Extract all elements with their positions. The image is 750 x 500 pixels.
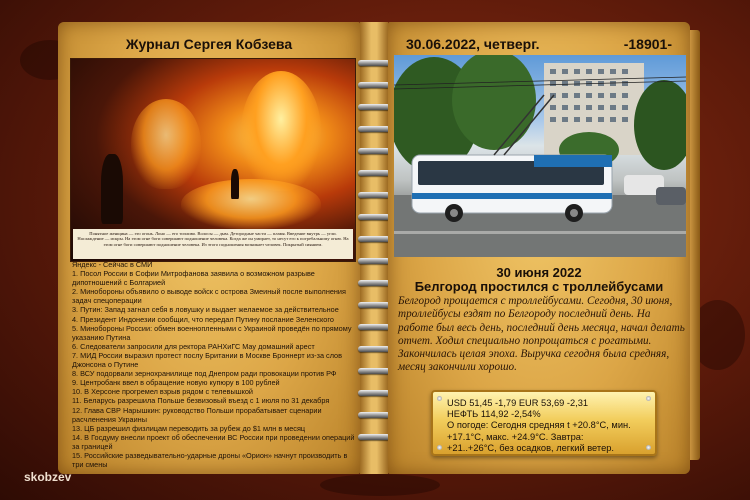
binder-ring (358, 104, 390, 110)
entry-body: Белгород прощается с троллейбусами. Сегодня, 30 июня, троллейбусы ездят по Белгороду последний день. На работе был весь день, последний день месяца, начал делать отчет. Ходил специально попрощаться с рогатыми. Закончилась целая эпоха. Выручка сегодня была средняя, месяц закончили хорошо. (398, 295, 685, 374)
trolleybus-photo (394, 55, 686, 257)
fire-painting (70, 58, 356, 262)
pin-icon (646, 445, 651, 450)
info-plaque (431, 390, 657, 456)
right-page (388, 22, 690, 474)
binder-ring (358, 434, 390, 440)
news-item[interactable]: 13. ЦБ разрешил физлицам переводить за рубеж до $1 млн в месяц (72, 423, 306, 433)
weather-line: +21..+26°C, без осадков, легкий ветер. (447, 442, 614, 453)
currency-rates: USD 51,45 -1,79 EUR 53,69 -2,31 (447, 398, 589, 408)
binder-ring (358, 126, 390, 132)
news-item[interactable]: 15. Российские разведывательно-ударные дроны «Орион» начнут производить в три смены (72, 450, 348, 470)
entry-date: 30.06.2022, четверг. (406, 36, 540, 52)
news-header: Яндекс - Сейчас в СМИ (72, 260, 153, 269)
journal-cover-edge (690, 30, 700, 460)
left-page (58, 22, 360, 474)
news-item[interactable]: 1. Посол России в Софии Митрофанова заявила о возможном разрыве дипотношений с Болгарией (72, 269, 315, 288)
binder-ring (358, 82, 390, 88)
news-item[interactable]: 8. ВСУ подорвали зернохранилище под Днепром ради провокации против РФ (72, 369, 337, 379)
entry-number: -18901- (623, 36, 672, 52)
news-item[interactable]: 7. МИД России выразил протест послу Британии в Москве Броннерт из-за слов Джонсона о Путине (72, 350, 342, 370)
dark-figure (231, 169, 239, 199)
journal-spine (360, 22, 388, 474)
pin-icon (437, 445, 442, 450)
author-signature: skobzev (24, 470, 72, 484)
binder-ring (358, 280, 390, 286)
news-item[interactable]: 6. Следователи запросили для ректора РАНХиГС Мау домашний арест (72, 341, 315, 351)
headline-date: 30 июня 2022 (496, 265, 582, 280)
news-item[interactable]: 10. В Херсоне прогремел взрыв рядом с телевышкой (72, 387, 254, 397)
flame-shape (241, 71, 321, 191)
binder-ring (358, 148, 390, 154)
flame-shape (181, 179, 321, 229)
pin-icon (646, 396, 651, 401)
news-list (72, 260, 356, 469)
binder-ring (358, 390, 390, 396)
weather-line: +17.1°C, макс. +24.9°C. Завтра: (447, 431, 584, 442)
news-item[interactable]: 3. Путин: Запад загнал себя в ловушку и выдает желаемое за действительное (72, 305, 339, 315)
binder-ring (358, 258, 390, 264)
binder-ring (358, 302, 390, 308)
dark-figure (101, 154, 123, 224)
news-item[interactable]: 2. Минобороны объявило о выводе войск с острова Змеиный после выполнения задач спецоперации (72, 287, 346, 306)
journal-title: Журнал Сергея Кобзева (125, 36, 293, 52)
binder-ring (358, 346, 390, 352)
binder-ring (358, 192, 390, 198)
news-item[interactable]: 14. В Госдуму внесли проект об обеспечении ВС России при проведении операций за границей (72, 432, 355, 451)
news-item[interactable]: 4. Президент Индонезии сообщил, что передал Путину послание Зеленского (72, 314, 334, 324)
binder-ring (358, 324, 390, 330)
news-item[interactable]: 11. Беларусь разрешила Польше безвизовый въезд с 1 июля по 31 декабря (72, 396, 330, 406)
news-item[interactable]: 12. Глава СВР Нарышкин: руководство Польши прорабатывает сценарии расчленения Украины (72, 405, 322, 424)
painting-caption: Понятное женщина — это огонь. Лоно — его топливо. Волосы — дым. Детородные части — пламя. Введение внутрь — угли. Наслаждение — искры. На этом огне боги совершают подношение человека. Когда же он умирает, то несут его к погребальному огню. На этом огне боги совершают подношение человека. Из этого подношения возникает человек. Покрытый сиянием. (73, 229, 353, 259)
binder-ring (358, 236, 390, 242)
binder-ring (358, 214, 390, 220)
leather-texture (320, 474, 440, 496)
journal (58, 22, 690, 474)
road-marking (394, 231, 686, 234)
binder-ring (358, 170, 390, 176)
binder-ring (358, 368, 390, 374)
binder-ring (358, 60, 390, 66)
pin-icon (437, 396, 442, 401)
oil-price: НЕФТЬ 114,92 -2,54% (447, 409, 541, 420)
weather-line: О погоде: Сегодня средняя t +20.8°C, мин. (447, 420, 631, 431)
binder-ring (358, 412, 390, 418)
trolleybus-scene (394, 55, 686, 257)
news-item[interactable]: 5. Минобороны России: обмен военнопленными с Украиной проведён по прямому указанию Путина (72, 323, 352, 342)
flame-shape (131, 99, 201, 189)
news-item[interactable]: 9. Центробанк ввел в обращение новую купюру в 100 рублей (72, 378, 280, 388)
parked-car (656, 187, 686, 205)
headline: Белгород простился с троллейбусами (414, 279, 664, 294)
